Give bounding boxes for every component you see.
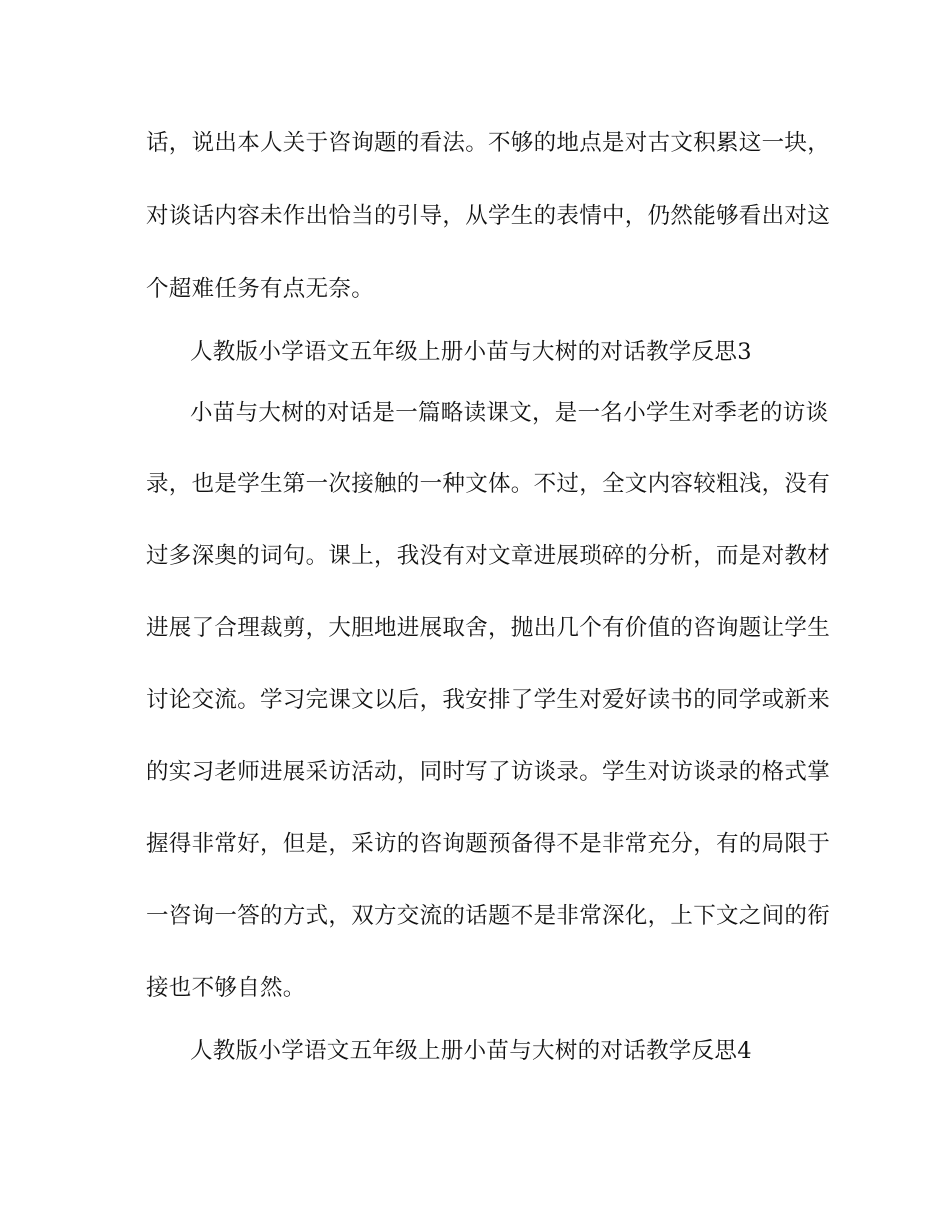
paragraph-line: 进展了合理裁剪，大胆地进展取舍，抛出几个有价值的咨询题让学生 xyxy=(146,615,831,641)
paragraph-line: 小苗与大树的对话是一篇略读课文，是一名小学生对季老的访谈 xyxy=(190,400,829,426)
paragraph-line: 个超难任务有点无奈。 xyxy=(146,276,375,302)
section-heading-4: 人教版小学语文五年级上册小苗与大树的对话教学反思4 xyxy=(190,1038,752,1064)
section-heading-3: 人教版小学语文五年级上册小苗与大树的对话教学反思3 xyxy=(190,339,752,365)
paragraph-line: 讨论交流。学习完课文以后，我安排了学生对爱好读书的同学或新来 xyxy=(146,687,831,713)
paragraph-line: 话，说出本人关于咨询题的看法。不够的地点是对古文积累这一块， xyxy=(146,130,831,156)
paragraph-line: 录，也是学生第一次接触的一种文体。不过，全文内容较粗浅，没有 xyxy=(146,471,831,497)
paragraph-line: 的实习老师进展采访活动，同时写了访谈录。学生对访谈录的格式掌 xyxy=(146,759,831,785)
paragraph-line: 接也不够自然。 xyxy=(146,975,306,1001)
paragraph-line: 一咨询一答的方式，双方交流的话题不是非常深化，上下文之间的衔 xyxy=(146,903,831,929)
paragraph-line: 过多深奥的词句。课上，我没有对文章进展琐碎的分析，而是对教材 xyxy=(146,543,831,569)
paragraph-line: 握得非常好，但是，采访的咨询题预备得不是非常充分，有的局限于 xyxy=(146,831,831,857)
paragraph-line: 对谈话内容未作出恰当的引导，从学生的表情中，仍然能够看出对这 xyxy=(146,203,831,229)
